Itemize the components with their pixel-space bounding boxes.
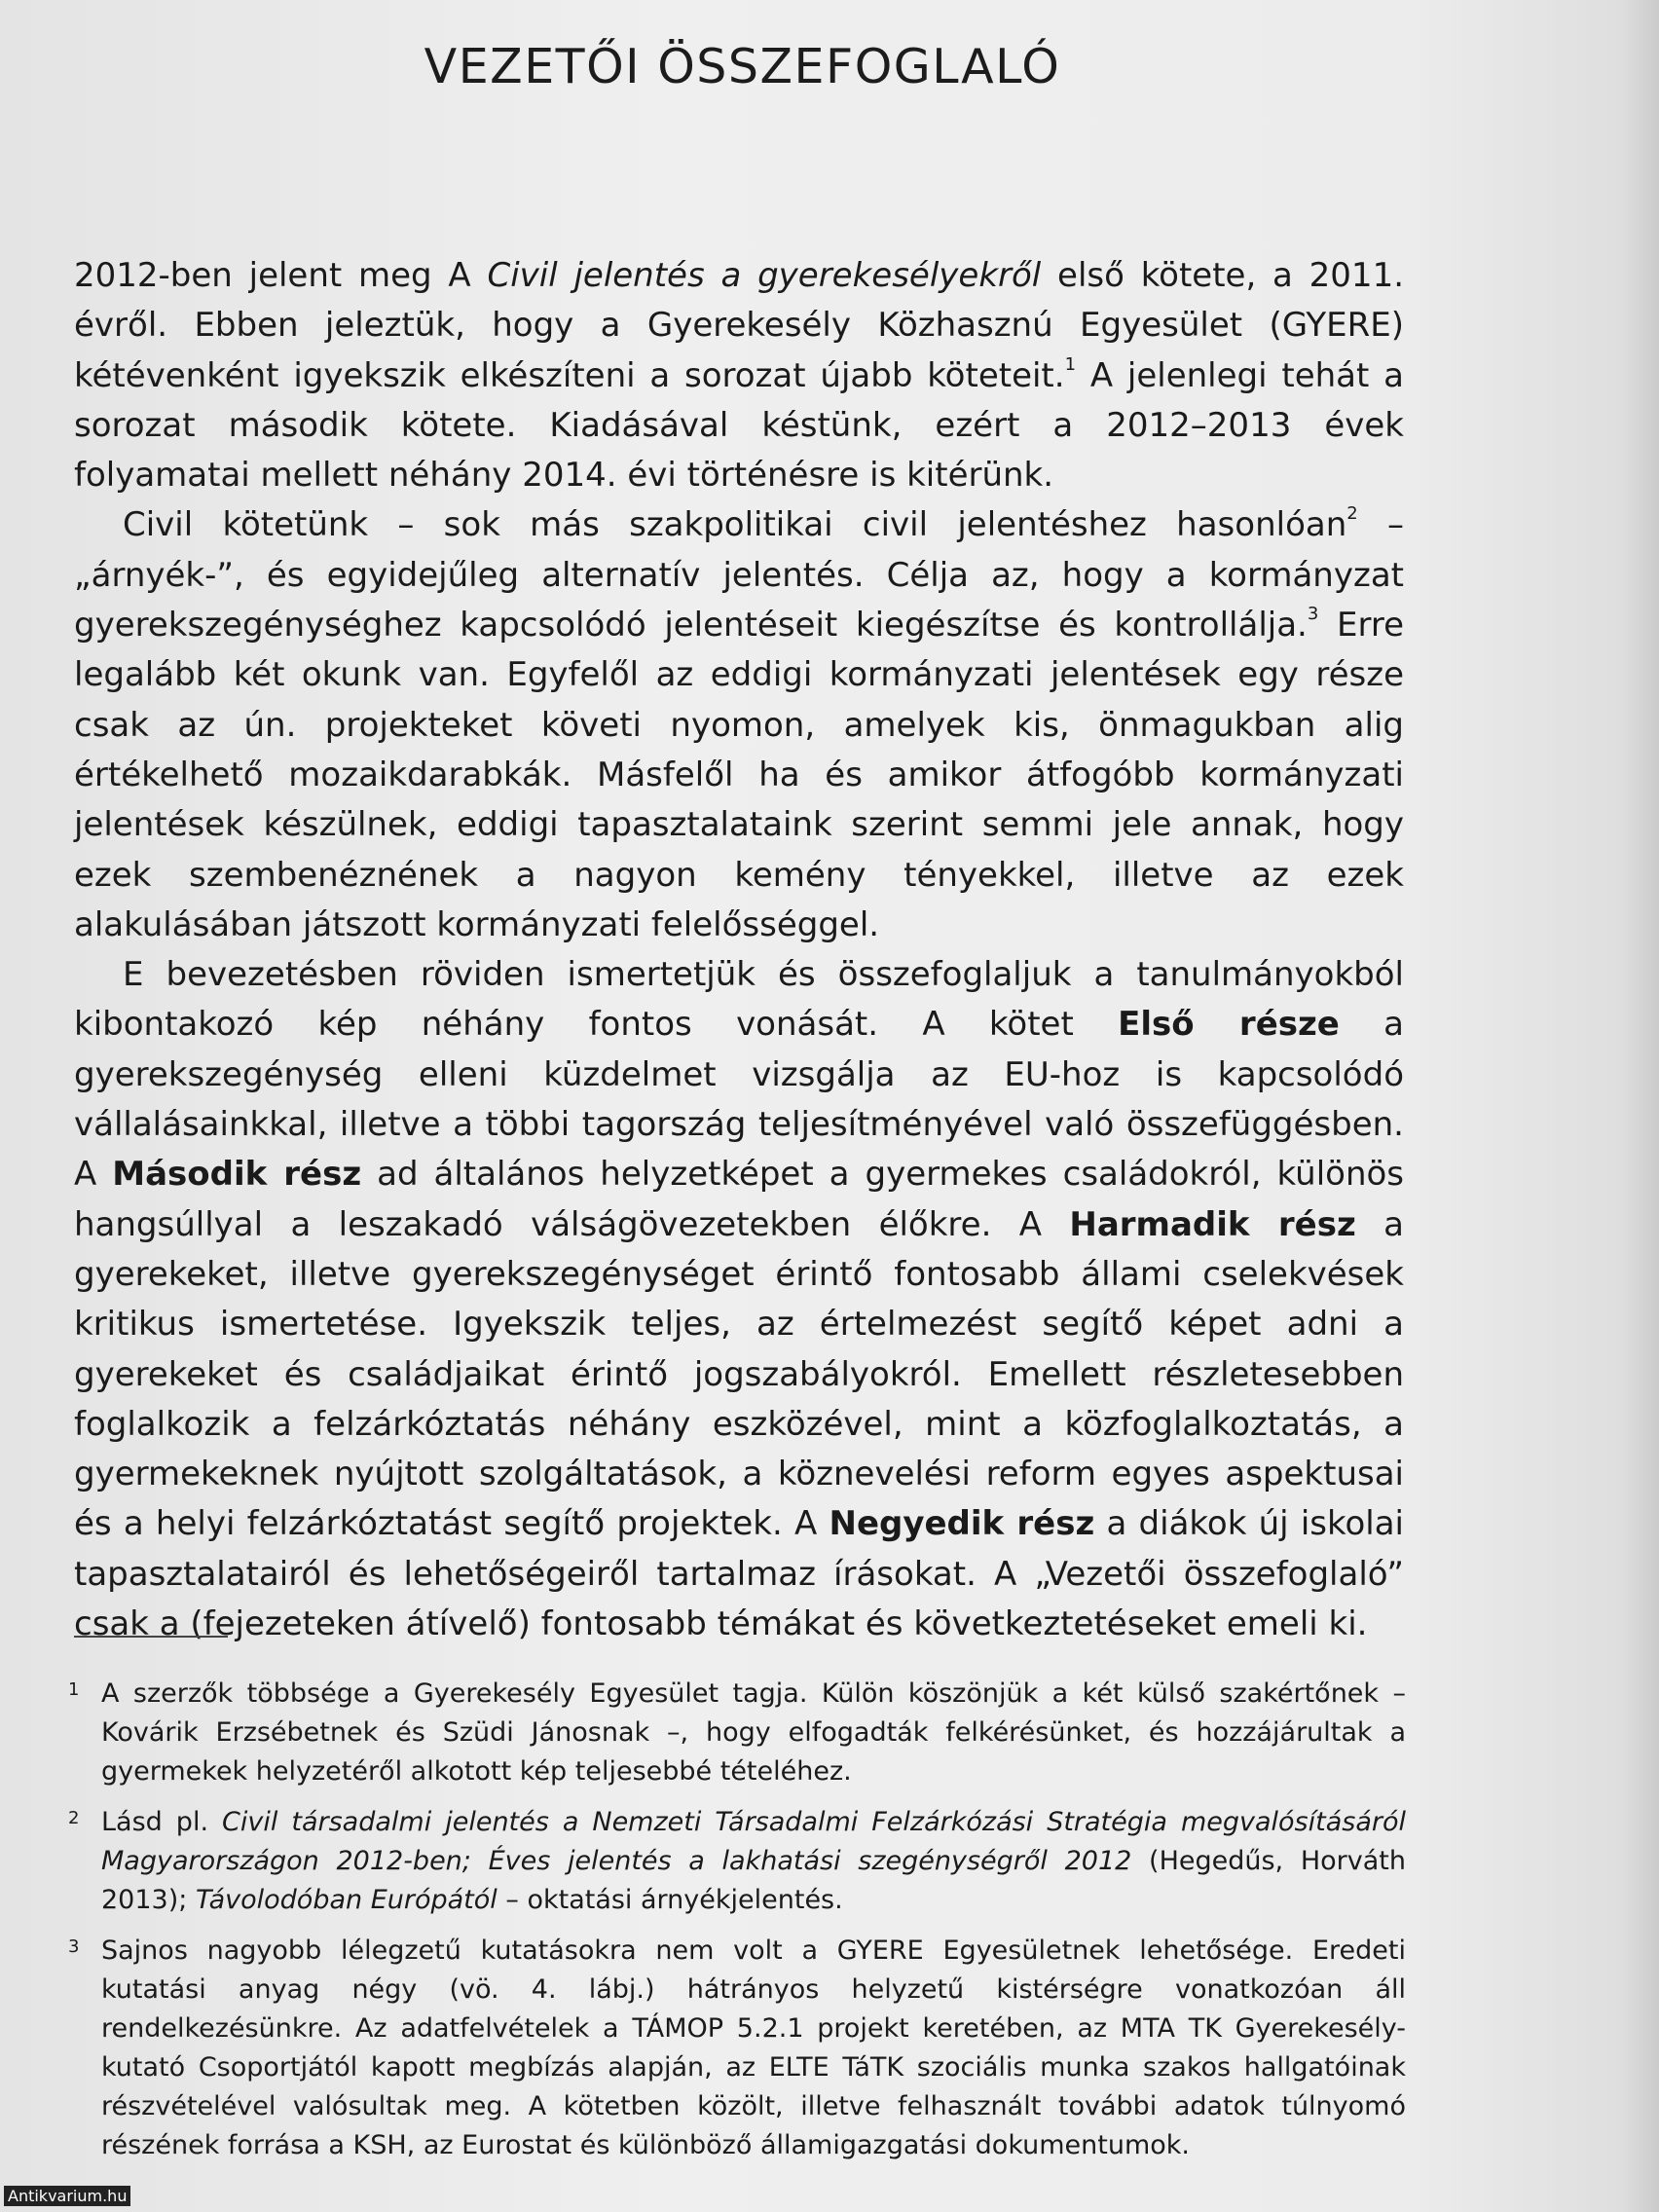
body-text bbox=[74, 251, 1404, 1649]
bold-part-1: Első része bbox=[1118, 1005, 1340, 1045]
footnote-ref-2[interactable]: 2 bbox=[1346, 503, 1358, 525]
bold-part-4: Negyedik rész bbox=[829, 1504, 1095, 1544]
footnote-divider bbox=[74, 1636, 228, 1638]
paragraph-3: E bevezetésben röviden ismertetjük és összefoglaljuk a tanulmányokból kibontakozó kép néhány fontos vonását. A kötet Első része a gyerekszegénység elleni küzdelmet vizsgálja az EU-hoz is kapcsolódó vállalásainkkal, illetve a többi tagország teljesítményével való összefüggésben. A Második rész ad általános helyzetképet a gyermekes családokról, különös hangsúllyal a leszakadó válságövezetekben élőkre. A Harmadik rész a gyerekeket, illetve gyerekszegénységet érintő fontosabb állami cselekvések kritikus ismertetése. Igyekszik teljes, az értelmezést segítő képet adni a gyerekeket és családjaikat érintő jogszabályokról. Emellett részletesebben foglalkozik a felzárkóztatás néhány eszközével, mint a közfoglalkoztatás, a gyermekeknek nyújtott szolgáltatások, a köznevelési reform egyes aspektusai és a helyi felzárkóztatást segítő projektek. A Negyedik rész a diákok új iskolai tapasztalatairól és lehetőségeiről tartalmaz írásokat. A „Vezetői összefoglaló” csak a (fejezeteken átívelő) fontosabb témákat és következtetéseket emeli ki. bbox=[74, 955, 1405, 1644]
watermark: Antikvarium.hu bbox=[4, 2186, 130, 2206]
page-edge-shadow bbox=[1620, 0, 1659, 2212]
footnote-3: 3 Sajnos nagyobb lélegzetű kutatásokra nem volt a GYERE Egyesületnek lehetősége. Eredeti kutatási anyag négy (vö. 4. lábj.) hátrányos helyzetű kistérségre vonatkozóan áll rendelkezésünkre. Az adatfelvételek a TÁMOP 5.2.1 projekt keretében, az MTA TK Gyerekesély-kutató Csoportjától kapott megbízás alapján, az ELTE TáTK szociális munka szakos hallgatóinak részvételével valósultak meg. A kötetben közölt, illetve felhasznált további adatok túlnyomó részének forrása a KSH, az Eurostat és különböző államigazgatási dokumentumok. bbox=[68, 1932, 1406, 2165]
page-title: VEZETŐI ÖSSZEFOGLALÓ bbox=[424, 39, 1061, 94]
italic-title: Civil jelentés a gyerekesélyekről bbox=[487, 256, 1042, 295]
paragraph-2: Civil kötetünk – sok más szakpolitikai civil jelentéshez hasonlóan$^2$ – „árnyék-”, és egyidejűleg alternatív jelentés. Célja az, hogy a kormányzat gyerekszegénységhez kapcsolódó jelentéseit kiegészítse és kontrollálja.$^3$ Erre legalább két okunk van. Egyfelől az eddigi kormányzati jelentések egy része csak az ún. projekteket követi nyomon, amelyek kis, önmagukban alig értékelhető mozaikdarabkák. Másfelől ha és amikor átfogóbb kormányzati jelentések készülnek, eddigi tapasztalataink szerint semmi jele annak, hogy ezek szembenéznének a nagyon kemény tényekkel, illetve az ezek alakulásában játszott kormányzati felelősséggel. bbox=[74, 503, 1404, 944]
bold-part-3: Harmadik rész bbox=[1069, 1204, 1356, 1244]
footnote-ref-1[interactable]: 1 bbox=[1064, 353, 1077, 375]
footnotes bbox=[68, 1675, 1406, 2177]
footnote-2: 2 Lásd pl. Civil társadalmi jelentés a Nemzeti Társadalmi Felzárkózási Stratégia megvalósításáról Magyarországon 2012-ben; Éves jelentés a lakhatási szegénységről 2012 (Hegedűs, Horváth 2013); Távolodóban Európától – oktatási árnyékjelentés. bbox=[68, 1803, 1406, 1920]
paragraph-1: 2012-ben jelent meg A Civil jelentés a gyerekesélyekről első kötete, a 2011. évről. Ebben jeleztük, hogy a Gyerekesély Közhasznú Egyesület (GYERE) kétévenként igyekszik elkészíteni a sorozat újabb köteteit.$^1$ A jelenlegi tehát a sorozat második kötete. Kiadásával késtünk, ezért a 2012–2013 évek folyamatai mellett néhány 2014. évi történésre is kitérünk. bbox=[74, 256, 1405, 496]
footnote-1: 1 A szerzők többsége a Gyerekesély Egyesület tagja. Külön köszönjük a két külső szakértőnek – Kovárik Erzsébetnek és Szüdi Jánosnak –, hogy elfogadták felkérésünket, és hozzájárultak a gyermekek helyzetéről alkotott kép teljesebbé tételéhez. bbox=[68, 1675, 1406, 1791]
footnote-number: 2 bbox=[68, 1808, 80, 1828]
bold-part-2: Második rész bbox=[112, 1155, 362, 1195]
footnote-number: 3 bbox=[68, 1936, 80, 1957]
footnote-number: 1 bbox=[68, 1679, 80, 1700]
footnote-ref-3[interactable]: 3 bbox=[1307, 604, 1319, 625]
